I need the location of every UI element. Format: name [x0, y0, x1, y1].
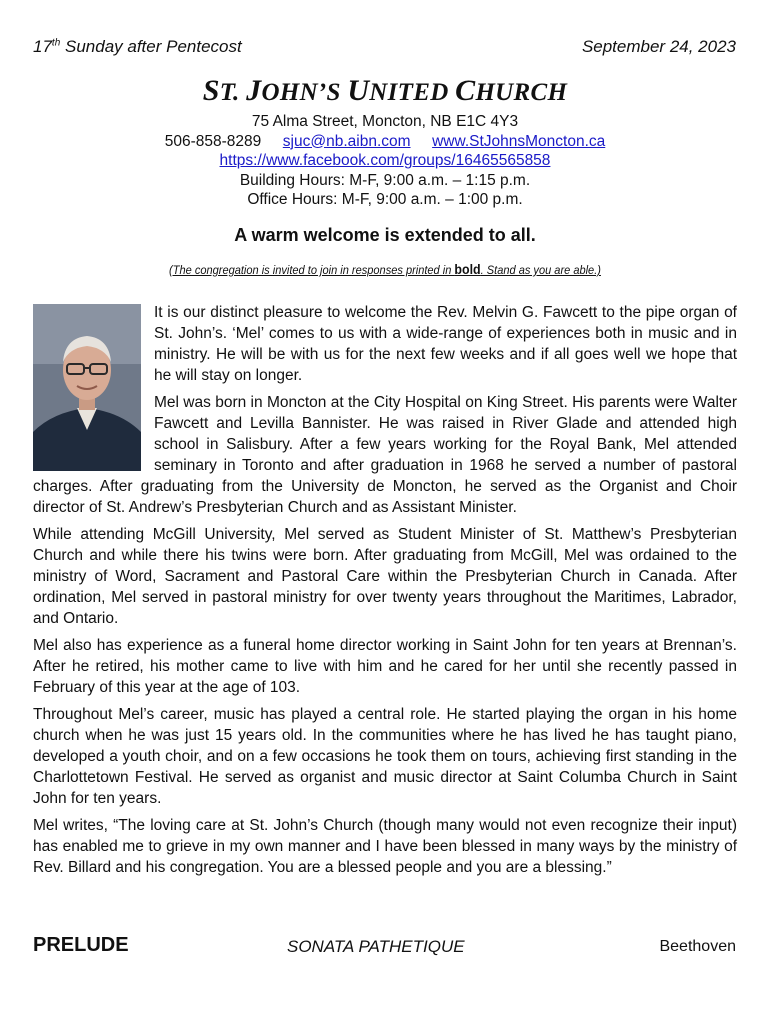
paragraph: Mel also has experience as a funeral home director working in Saint John for ten years at Brennan’s. After he retired, his mother came to live with him and he cared for her until she recently passed in February of this year at the age of 103. [33, 637, 737, 696]
title-part: NITED [369, 79, 456, 106]
office-hours: Office Hours: M-F, 9:00 a.m. – 1:00 p.m. [247, 191, 523, 208]
church-name [0, 74, 770, 108]
congregation-note [31, 262, 739, 277]
article-body [33, 302, 737, 884]
service-item-label: PRELUDE [33, 934, 129, 956]
paragraph: Mel was born in Moncton at the City Hospital on King Street. His parents were Walter Fawcett and Levilla Bannister. He was raised in River Glade and attended high school in Salisbury. After a few years working for the Royal Bank, Mel attended seminary in Toronto and after graduation in 1968 he served a number of pastoral charges. After graduating from the University de Moncton, he served as the Organist and Choir director of St. Andrew’s Presbyterian Church and as Assistant Minister. [33, 394, 737, 516]
title-part: OHN’S [261, 79, 348, 106]
note-text: (The congregation is invited to join in responses printed in [169, 263, 455, 277]
title-part: T. [219, 79, 247, 106]
website-link[interactable]: www.StJohnsMoncton.ca [432, 132, 606, 150]
note-text: . Stand as you are able.) [480, 263, 601, 277]
bulletin-occasion [33, 37, 242, 57]
title-part: HURCH [475, 79, 568, 106]
paragraph: Throughout Mel’s career, music has played a central role. He started playing the organ in his home church when he was just 15 years old. In the communities where he has lived he has taught piano, developed a youth choir, and on a few occasions he took them on tours, achieving first standing in the Charlottetown Festival. He served as organist and music director at Saint Columba Church in Saint John for ten years. [33, 706, 737, 807]
sunday-rest: Sunday after Pentecost [60, 37, 242, 56]
street-address: 75 Alma Street, Moncton, NB E1C 4Y3 [251, 113, 519, 130]
photo-spacer [33, 302, 154, 471]
paragraph: While attending McGill University, Mel served as Student Minister of St. Matthew’s Presbyterian Church and while there his twins were born. After graduating from McGill, Mel was ordained to the ministry of Word, Sacrament and Pastoral Care within the Presbyterian Church in Canada. After ordination, Mel served in pastoral ministry for over twenty years throughout the Maritimes, Labrador, and Ontario. [33, 526, 737, 627]
facebook-link[interactable]: https://www.facebook.com/groups/16465565858 [219, 152, 551, 169]
sunday-suffix: th [51, 37, 61, 49]
paragraph: Mel writes, “The loving care at St. John’s Church (though many would not even recognize their input) has enabled me to grieve in my own manner and I have been blessed in many ways by the ministry of Rev. Billard and his congregation. You are a blessed people and you are a blessing.” [33, 817, 737, 876]
composer-name: Beethoven [659, 938, 736, 955]
note-bold: bold [454, 262, 481, 277]
title-part: U [347, 74, 370, 107]
bulletin-date: September 24, 2023 [581, 37, 736, 56]
building-hours: Building Hours: M-F, 9:00 a.m. – 1:15 p.m. [239, 171, 531, 189]
welcome-heading: A warm welcome is extended to all. [234, 225, 536, 245]
phone-number: 506-858-8289 [164, 132, 262, 150]
contact-block [0, 112, 770, 210]
title-part: J [246, 74, 262, 107]
contact-line [0, 132, 770, 152]
music-piece-title: SONATA PATHETIQUE [287, 937, 465, 956]
email-link[interactable]: sjuc@nb.aibn.com [282, 132, 411, 150]
title-part: S [202, 74, 220, 107]
sunday-number: 17 [33, 37, 52, 56]
title-part: C [455, 74, 476, 107]
paragraph: It is our distinct pleasure to welcome the Rev. Melvin G. Fawcett to the pipe organ of St. John’s. ‘Mel’ comes to us with a wide-range of experiences both in music and in ministry. He will be with us for the next few weeks and if all goes well we hope that he will stay on longer. [154, 304, 737, 384]
